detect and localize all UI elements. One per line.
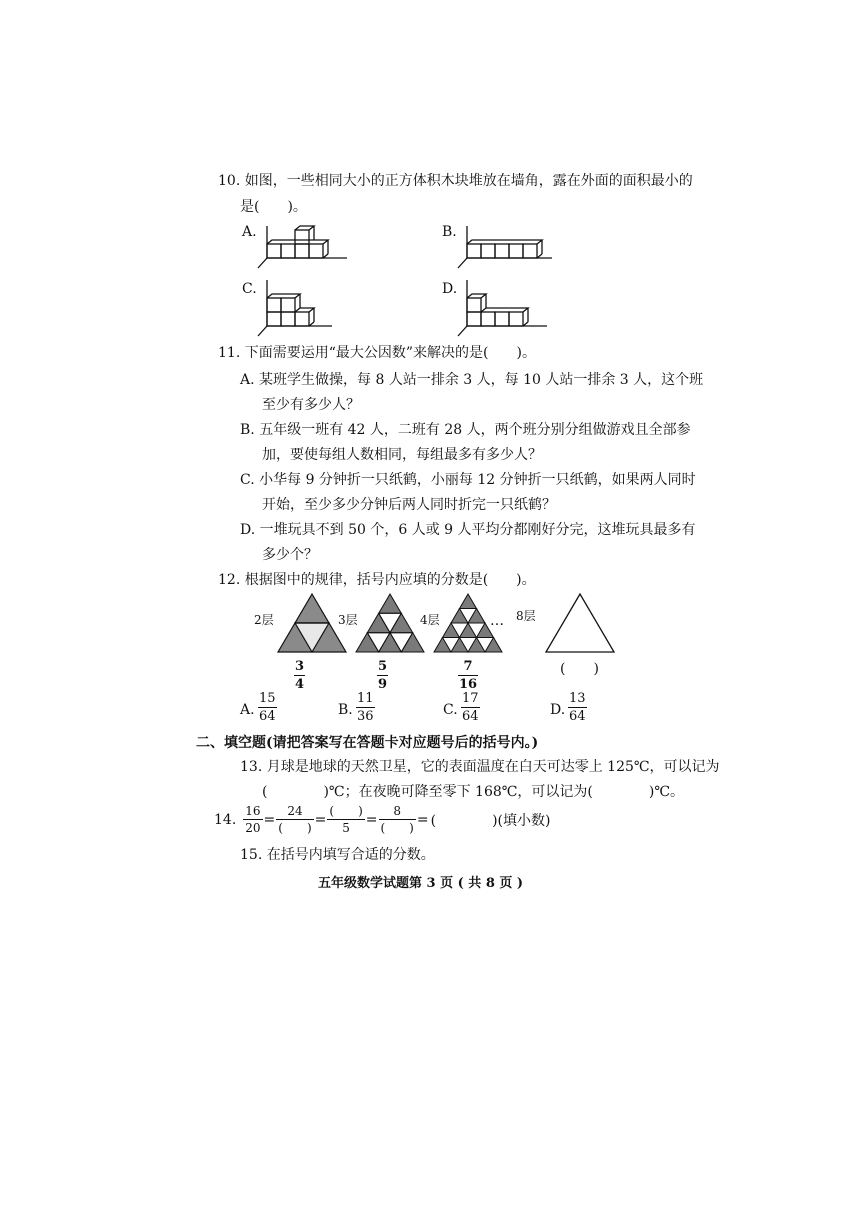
fraction-denominator: 64 — [569, 709, 586, 724]
equals-sign: = — [365, 811, 378, 828]
q12-option-c-fraction — [461, 692, 480, 723]
q10-option-c-label: C. — [242, 281, 257, 297]
fraction-numerator: 11 — [357, 691, 374, 706]
q11-option-b-line1: B. 五年级一班有 42 人，二班有 28 人，两个班分别分组做游戏且全部参 — [240, 422, 691, 438]
fraction-numerator: ( ) — [329, 804, 363, 818]
q10-line1: 10. 如图，一些相同大小的正方体积木块堆放在墙角，露在外面的面积最小的 — [218, 173, 693, 189]
equals-sign: = — [314, 811, 327, 828]
fraction-bar — [379, 819, 416, 820]
q11-stem: 11. 下面需要运用“最大公因数”来解决的是( )。 — [218, 345, 536, 361]
equals-sign: = — [263, 811, 276, 828]
q11-option-a-line1: A. 某班学生做操，每 8 人站一排余 3 人，每 10 人站一排余 3 人，这个班 — [240, 372, 704, 388]
q12-fig-fraction-2 — [377, 660, 388, 691]
fraction-bar — [377, 675, 388, 676]
section-2-title: 二、填空题(请把答案写在答题卡对应题号后的括号内。) — [196, 735, 539, 751]
fraction-bar — [243, 819, 262, 820]
fraction-numerator: 3 — [295, 659, 305, 674]
q10-option-a-label: A. — [242, 224, 257, 240]
fraction-numerator: 13 — [569, 691, 586, 706]
fraction-numerator: 15 — [259, 691, 276, 706]
fraction-bar — [276, 819, 313, 820]
q11-option-b-line2: 加，要使每组人数相同，每组最多有多少人？ — [262, 447, 542, 463]
fraction-denominator: 36 — [357, 709, 374, 724]
fraction-bar — [327, 819, 364, 820]
q12-triangle-8-layers — [544, 592, 616, 654]
q10-figure-d — [452, 276, 562, 338]
q12-triangle-3-layers — [354, 592, 426, 654]
q12-layer-2-label: 2层 — [254, 613, 274, 627]
fraction-denominator: 16 — [459, 677, 478, 692]
fraction-bar — [568, 707, 587, 708]
fraction-denominator: 4 — [295, 677, 305, 692]
q10-figure-c — [252, 276, 362, 338]
q12-ellipsis: … — [490, 613, 504, 629]
q14-fraction-2 — [277, 805, 312, 834]
fraction-bar — [461, 707, 480, 708]
q14-tail: ( )(填小数) — [430, 812, 551, 829]
q10-option-b-label: B. — [442, 224, 457, 240]
equals-sign: = — [416, 811, 429, 828]
q14-fraction-1 — [244, 805, 261, 834]
q12-stem: 12. 根据图中的规律，括号内应填的分数是( )。 — [218, 572, 536, 588]
q12-fig-fraction-3 — [458, 660, 478, 691]
fraction-numerator: 16 — [245, 804, 261, 818]
q13-line2: ( )℃；在夜晚可降至零下 168℃，可以记为( )℃。 — [262, 784, 685, 800]
q15-line: 15. 在括号内填写合适的分数。 — [240, 847, 435, 863]
fraction-denominator: 9 — [378, 677, 388, 692]
fraction-bar — [356, 707, 375, 708]
q11-option-d-line2: 多少个？ — [262, 547, 318, 563]
q12-layer-4-label: 4层 — [420, 613, 440, 627]
fraction-bar — [294, 675, 305, 676]
fraction-numerator: 8 — [393, 804, 401, 818]
q10-figure-b — [452, 218, 562, 270]
q14-fraction-3 — [328, 805, 363, 834]
q12-fig-fraction-1 — [294, 660, 305, 691]
q12-option-a-fraction — [258, 692, 277, 723]
fraction-denominator: 64 — [259, 709, 276, 724]
q12-layer-3-label: 3层 — [338, 613, 358, 627]
q14-label: 14. — [214, 811, 237, 828]
q14-fraction-4 — [380, 805, 415, 834]
fraction-numerator: 24 — [287, 804, 303, 818]
page-footer: 五年级数学试题第 3 页 ( 共 8 页 ) — [318, 876, 524, 891]
fraction-denominator: 64 — [462, 709, 479, 724]
q11-option-c-line1: C. 小华每 9 分钟折一只纸鹤，小丽每 12 分钟折一只纸鹤，如果两人同时 — [240, 472, 696, 488]
fraction-numerator: 7 — [463, 659, 473, 674]
q11-option-c-line2: 开始，至少多少分钟后两人同时折完一只纸鹤？ — [262, 497, 556, 513]
q12-option-c-label: C. — [443, 702, 458, 718]
fraction-numerator: 5 — [378, 659, 388, 674]
fraction-denominator: 20 — [245, 821, 261, 835]
fraction-bar — [458, 675, 478, 676]
q14-equation — [214, 805, 550, 834]
q12-option-d-fraction — [568, 692, 587, 723]
fraction-denominator: ( ) — [278, 821, 312, 835]
q12-option-d-label: D. — [550, 702, 566, 718]
q12-option-b-fraction — [356, 692, 375, 723]
q10-option-d-label: D. — [442, 281, 458, 297]
q12-layer-8-label: 8层 — [516, 609, 536, 623]
q11-option-d-line1: D. 一堆玩具不到 50 个，6 人或 9 人平均分都刚好分完，这堆玩具最多有 — [240, 522, 696, 538]
q10-figure-a — [252, 218, 362, 270]
q11-option-a-line2: 至少有多少人？ — [262, 397, 360, 413]
fraction-numerator: 17 — [462, 691, 479, 706]
q12-option-a-label: A. — [240, 702, 255, 718]
fraction-bar — [258, 707, 277, 708]
fraction-denominator: ( ) — [380, 821, 414, 835]
q12-option-b-label: B. — [338, 702, 353, 718]
q10-line2: 是( )。 — [240, 199, 307, 215]
q13-line1: 13. 月球是地球的天然卫星，它的表面温度在白天可达零上 125℃，可以记为 — [240, 759, 720, 775]
fraction-denominator: 5 — [342, 821, 350, 835]
q12-answer-blank: ( ) — [560, 661, 599, 677]
